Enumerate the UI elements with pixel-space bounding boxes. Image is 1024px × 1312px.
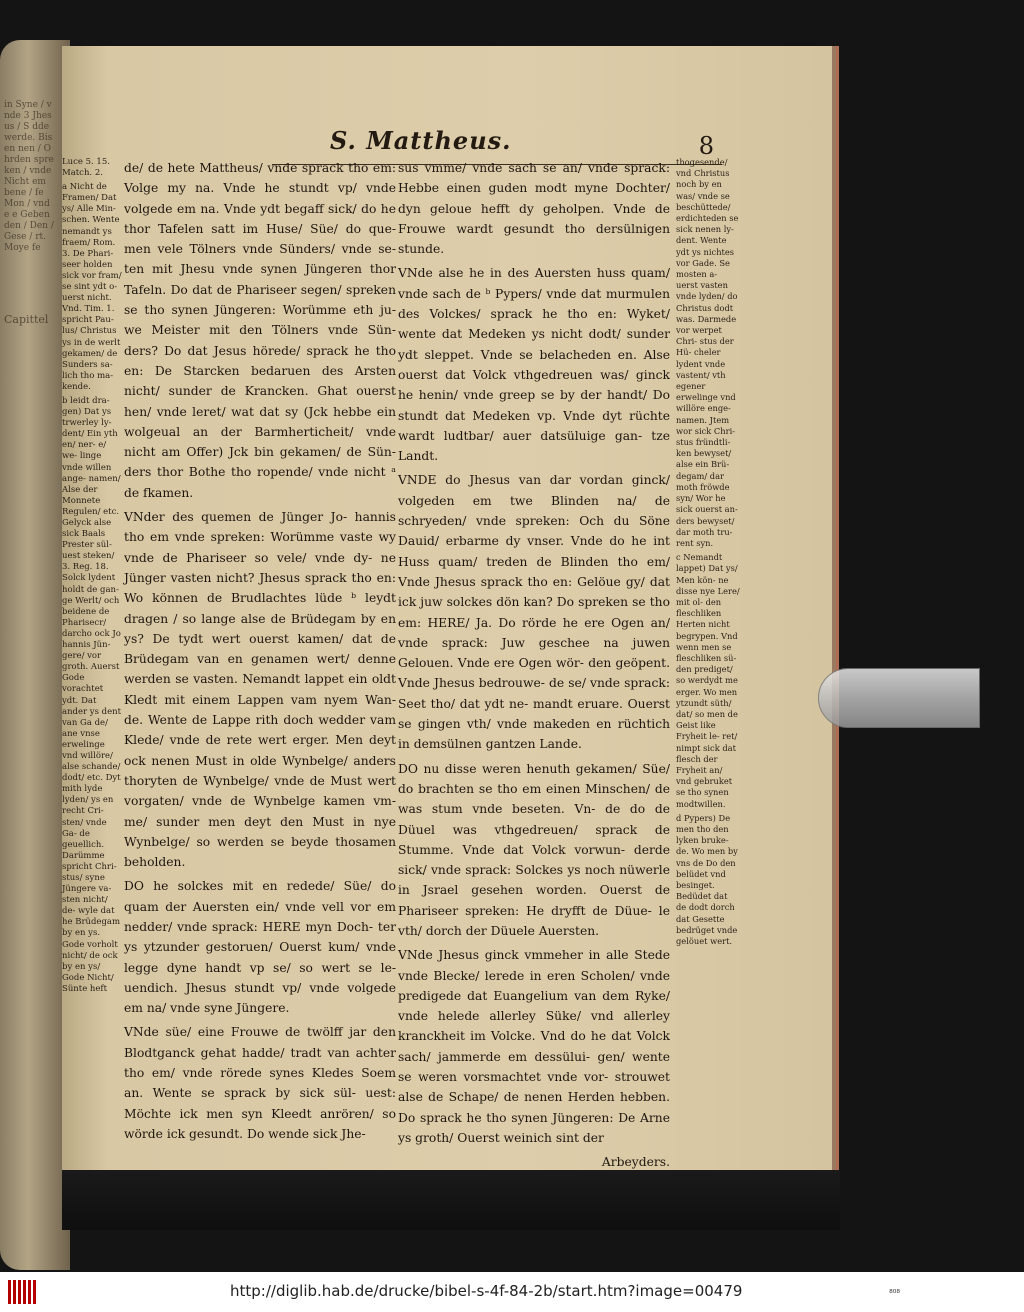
paragraph: DO nu disse weren henuth gekamen/ Süe/ do brachten se tho em einen Minschen/ de was stum vnde beseten. Vn- de do de Düuel was vthgedreuen/ sprack de Stumme. Vnde dat Volck vorwun- derde sick/ vnde sprack: Solckes ys noch nüwerle in Jsrael gesehen worden. Ouerst de Phariseer spreken: He dryfft de Düue- le vth/ dorch der Düuele Auersten. <box>398 761 670 938</box>
page-title: S. Mattheus. <box>330 126 512 155</box>
left-margin-notes <box>62 157 122 998</box>
paragraph: de/ de hete Mattheus/ vnde sprack tho em: Volge my na. Vnde he stundt vp/ vnde volgede em na. Vnde ydt begaff sick/ do he thor Tafelen satt im Huse/ Süe/ do que- men vele Tölners vnde Sünders/ vnde se- ten mit Jhesu vnde synen Jüngeren thor Tafeln. Do dat de Phariseer segen/ spreken se tho synen Jüngeren: Worümme eth ju- we Meister mit den Tölners vnde Sün- ders? Do dat Jesus hörede/ sprack he tho en: De Starcken bedaruen des Arsten nicht/ sunder de Krancken. Ghat ouerst hen/ vnde leret/ wat dat sy (Jck hebbe ein wolgeual an der Barmherticheit/ vnde nicht am Offer) Jck bin gekamen/ de Sün- ders thor Bothe tho ropende/ vnde nicht ᵃ de fkamen. <box>124 161 396 500</box>
folio-number: 8 <box>698 132 714 160</box>
paragraph: sus vmme/ vnde sach se an/ vnde sprack: Hebbe einen guden modt myne Dochter/ dyn geloue hefft dy geholpen. Vnde de Frouwe wardt gesundt tho dersülnigen stunde. <box>398 161 670 257</box>
text-column-left <box>124 158 396 1148</box>
paragraph: VNde Jhesus ginck vmmeher in alle Stede vnde Blecke/ lerede in eren Scholen/ vnde predigede dat Euangelium van dem Ryke/ vnde helede allerley Süke/ vnd allerley kranckheit im Volcke. Vnd do he dat Volck sach/ jammerde em dessülui- gen/ wente se weren vorsmachtet vnde vor- strouwet alse de Schape/ de nenen Herden hebben. Do sprack he tho synen Jüngeren: De Arne ys groth/ Ouerst weinich sint der <box>398 948 670 1145</box>
paragraph: VNde alse he in des Auersten huss quam/ vnde sach de ᵇ Pypers/ vnde dat murmulen des Volckes/ sprack he tho en: Wyket/ wente dat Medeken ys nicht dodt/ sunder ydt sleppet. Vnde se belacheden en. Alse ouerst dat Volck vthgedreuen was/ ginck he henin/ vnde greep se by der handt/ Do stundt dat Medeken vp. Vnde dyt rüchte wardt ludtbar/ auer datsüluige gan- tze Landt. <box>398 266 670 464</box>
page-shadow <box>62 1170 840 1230</box>
facing-page-edge <box>0 40 70 1270</box>
page-clamp <box>818 668 980 728</box>
footer-reference: ₈₀₈ <box>889 1286 900 1296</box>
paragraph: DO he solckes mit en redede/ Süe/ do quam der Auersten ein/ vnde vell vor em nedder/ vnde sprack: HERE myn Doch- ter ys ytzunder gestoruen/ Ouerst kum/ vnde legge dyne handt vp se/ so wert se le- uendich. Jhesus stundt vp/ vnde volgede em na/ vnde syne Jüngere. <box>124 879 396 1016</box>
paragraph: VNde süe/ eine Frouwe de twölff jar den Blodtganck gehat hadde/ tradt van achter tho em/ vnde rörede synes Kledes Soem an. Wente se sprack by sick sül- uest: Möchte ick men syn Kleedt anrören/ so wörde ick gesundt. Do wende sick Jhe- <box>124 1025 396 1141</box>
viewer-footer <box>0 1272 1024 1312</box>
text-column-right <box>398 158 670 1173</box>
facing-page-text <box>4 100 54 325</box>
library-logo-icon[interactable] <box>8 1280 38 1304</box>
margin-note: b leidt dra- gen) Dat ys trwerley ly- dent/ Ein yth en/ ner- e/ we- linge vnde willen ange- namen/ Alse der Monnete Regulen/ etc. Gelyck alse sick Baals Prester sül- uest steken/ 3. Reg. 18. Solck lydent holdt de gan- ge Werlt/ och beidene de Pharisecr/ darcho ock Jo hannis Jün- gere/ vor groth. Auerst Gode vorachtet ydt. Dat ander ys dent van Ga de/ ane vnse erwelinge vnd willöre/ alse schande/ dodt/ etc. Dyt mith lyde lyden/ ys en recht Cri- sten/ vnde Ga- de geuellich. Darümme spricht Chri- stus/ syne Jüngere va- sten nicht/ de- wyle dat he Brüdegam by en ys. Gode vorholt nicht/ de ock by en ys/ Gode Nicht/ Sünte heft <box>62 395 122 994</box>
margin-note: d Pypers) De men tho den lyken bruke- de. Wo men by vns de Do den belüdet vnd besinget. Bedüdet dat de dodt dorch dat Gesette bedrüget vnde gelöuet wert. <box>676 812 738 947</box>
catchword: Arbeyders. <box>601 1155 670 1170</box>
margin-note: c Nemandt lappet) Dat ys/ Men kön- ne disse nye Lere/ mit ol- den fleschliken Herten nicht begrypen. Vnd wenn men se fleschliken sü- den prediget/ so werdydt me erger. Wo men ytzundt süth/ dat/ so men de Geist like Fryheit le- ret/ nimpt sick dat flesch der Fryheit an/ vnd gebruket se tho synen modtwillen. <box>676 552 740 809</box>
paragraph: VNDE do Jhesus van dar vordan ginck/ volgeden em twe Blinden na/ de schryeden/ vnde spreken: Och du Söne Dauid/ erbarme dy vnser. Vnde do he int Huss quam/ treden de Blinden tho em/ Vnde Jhesus sprack tho en: Gelöue gy/ dat ick juw solckes dön kan? Do spreken se tho em: HERE/ Ja. Do rörde he ere Ogen an/ vnde sprack: Juw geschee na juwen Gelouen. Vnde ere Ogen wör- den geöpent. Vnde Jhesus bedrouwe- de se/ vnde sprack: Seet tho/ dat ydt ne- mandt eruare. Ouerst se gingen vth/ vnde makeden en rüchtich in demsülnen gantzen Lande. <box>398 473 670 752</box>
paragraph: VNder des quemen de Jünger Jo- hannis tho em vnde spreken: Worümme vaste wy vnde de Phariseer so vele/ vnde dy- ne Jünger vasten nicht? Jhesus sprack tho en: Wo können de Brudlachtes lüde ᵇ leydt dragen / so lange alse de Brüdegam by en ys? De tydt wert ouerst kamen/ dat de Brüdegam van en genamen wert/ denne werden se vasten. Nemandt lappet ein oldt Kledt mit einem Lappen vam nyem Wan- de. Wente de Lappe rith doch wedder vam Klede/ vnde de rete wert erger. Men deyt ock nenen Must in olde Wynbelge/ anders thoryten de Wynbelge/ vnde de Must wert vorgaten/ vnde de Wynbelge kamen vm- me/ sunder men deyt den Must in nye Wynbelge/ so werden se beyde thosamen beholden. <box>124 510 396 870</box>
facing-page-ghost-text: in Syne / vnde 3 Jhesus / S dde werde. Bisen nen / Ohrden spreken / vnde Nicht em bene / fe Mon / vnde e Gebenden / Den / Gese / rt. Moye fe <box>4 100 54 253</box>
margin-note: Luce 5. 15. Match. 2. <box>62 157 110 179</box>
facing-page-heading: Capittel <box>4 313 49 326</box>
margin-note: thogesende/ vnd Christus noch by en was/ vnde se beschüttede/ erdichteden se sick nenen ly- dent. Wente ydt ys nichtes vor Gade. Se mosten a- uerst vasten vnde lyden/ do Christus dodt was. Darmede vor werpet Chri- stus der Hü- cheler lydent vnde vastent/ vth egener erwelinge vnd willöre enge- namen. Jtem wor sick Chri- stus fründtli- ken bewyset/ alse ein Brü- degam/ dar moth fröwde syn/ Wor he sick ouerst an- ders bewyset/ dar moth tru- rent syn. <box>676 157 739 548</box>
image-url-link[interactable]: http://diglib.hab.de/drucke/bibel-s-4f-84-2b/start.htm?image=00479 <box>230 1282 743 1300</box>
margin-note: a Nicht de Framen/ Dat ys/ Alle Min- schen. Wente nemandt ys fraem/ Rom. 3. De Phari- seer holden sick vor fram/ se sint ydt o- uerst nicht. Vnd. Tim. 1. spricht Pau- lus/ Christus ys in de werlt gekamen/ de Sunders sa- lich tho ma- kende. <box>62 182 122 392</box>
right-margin-notes <box>676 157 740 950</box>
